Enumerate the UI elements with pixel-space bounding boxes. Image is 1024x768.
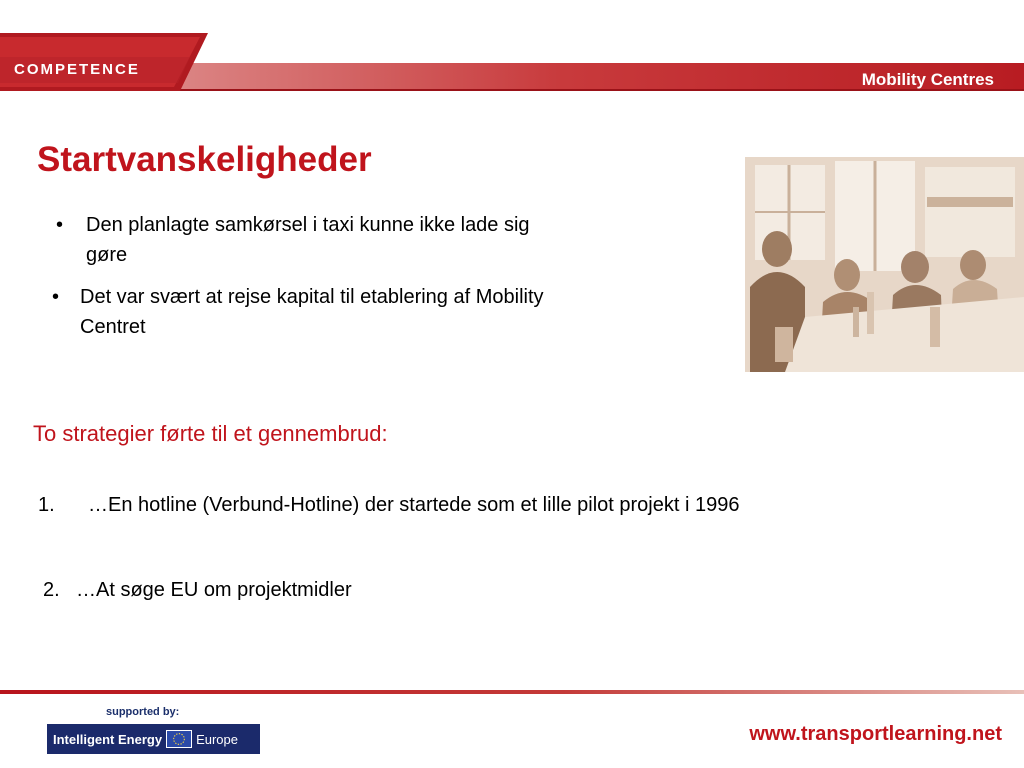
badge-suffix-text: Europe [196, 731, 238, 747]
header-title: Mobility Centres [861, 70, 994, 89]
strategy-heading: To strategier førte til et gennembrud: [33, 421, 388, 446]
bullet-item [52, 282, 712, 342]
item-number: 2. [43, 579, 60, 601]
footer-divider [0, 690, 1024, 694]
badge-main-text: Intelligent Energy [53, 731, 163, 747]
eu-flag-icon [166, 730, 192, 748]
intelligent-energy-europe-logo [47, 724, 260, 754]
bullet-item [56, 210, 696, 270]
bullet-text-line1: Den planlagte samkørsel i taxi kunne ikke lade sig [86, 214, 530, 236]
footer-url: www.transportlearning.net [749, 723, 1002, 745]
meeting-photo [745, 157, 1024, 372]
bullet-text-line2: Centret [80, 316, 146, 338]
bullet-text-line1: Det var svært at rejse kapital til etablering af Mobility [80, 286, 544, 308]
supported-by-label: supported by: [106, 706, 180, 718]
item-number: 1. [38, 494, 55, 516]
bullet-marker: • [56, 214, 64, 236]
bullet-marker: • [52, 286, 60, 308]
item-text: …En hotline (Verbund-Hotline) der startede som et lille pilot projekt i 1996 [88, 494, 740, 516]
item-text: …At søge EU om projektmidler [76, 579, 352, 601]
numbered-item [38, 494, 739, 517]
competence-logo: COMPETENCE [14, 61, 140, 78]
numbered-item [43, 579, 352, 602]
bullet-text-line2: gøre [86, 244, 128, 266]
slide-title: Startvanskeligheder [37, 140, 372, 179]
